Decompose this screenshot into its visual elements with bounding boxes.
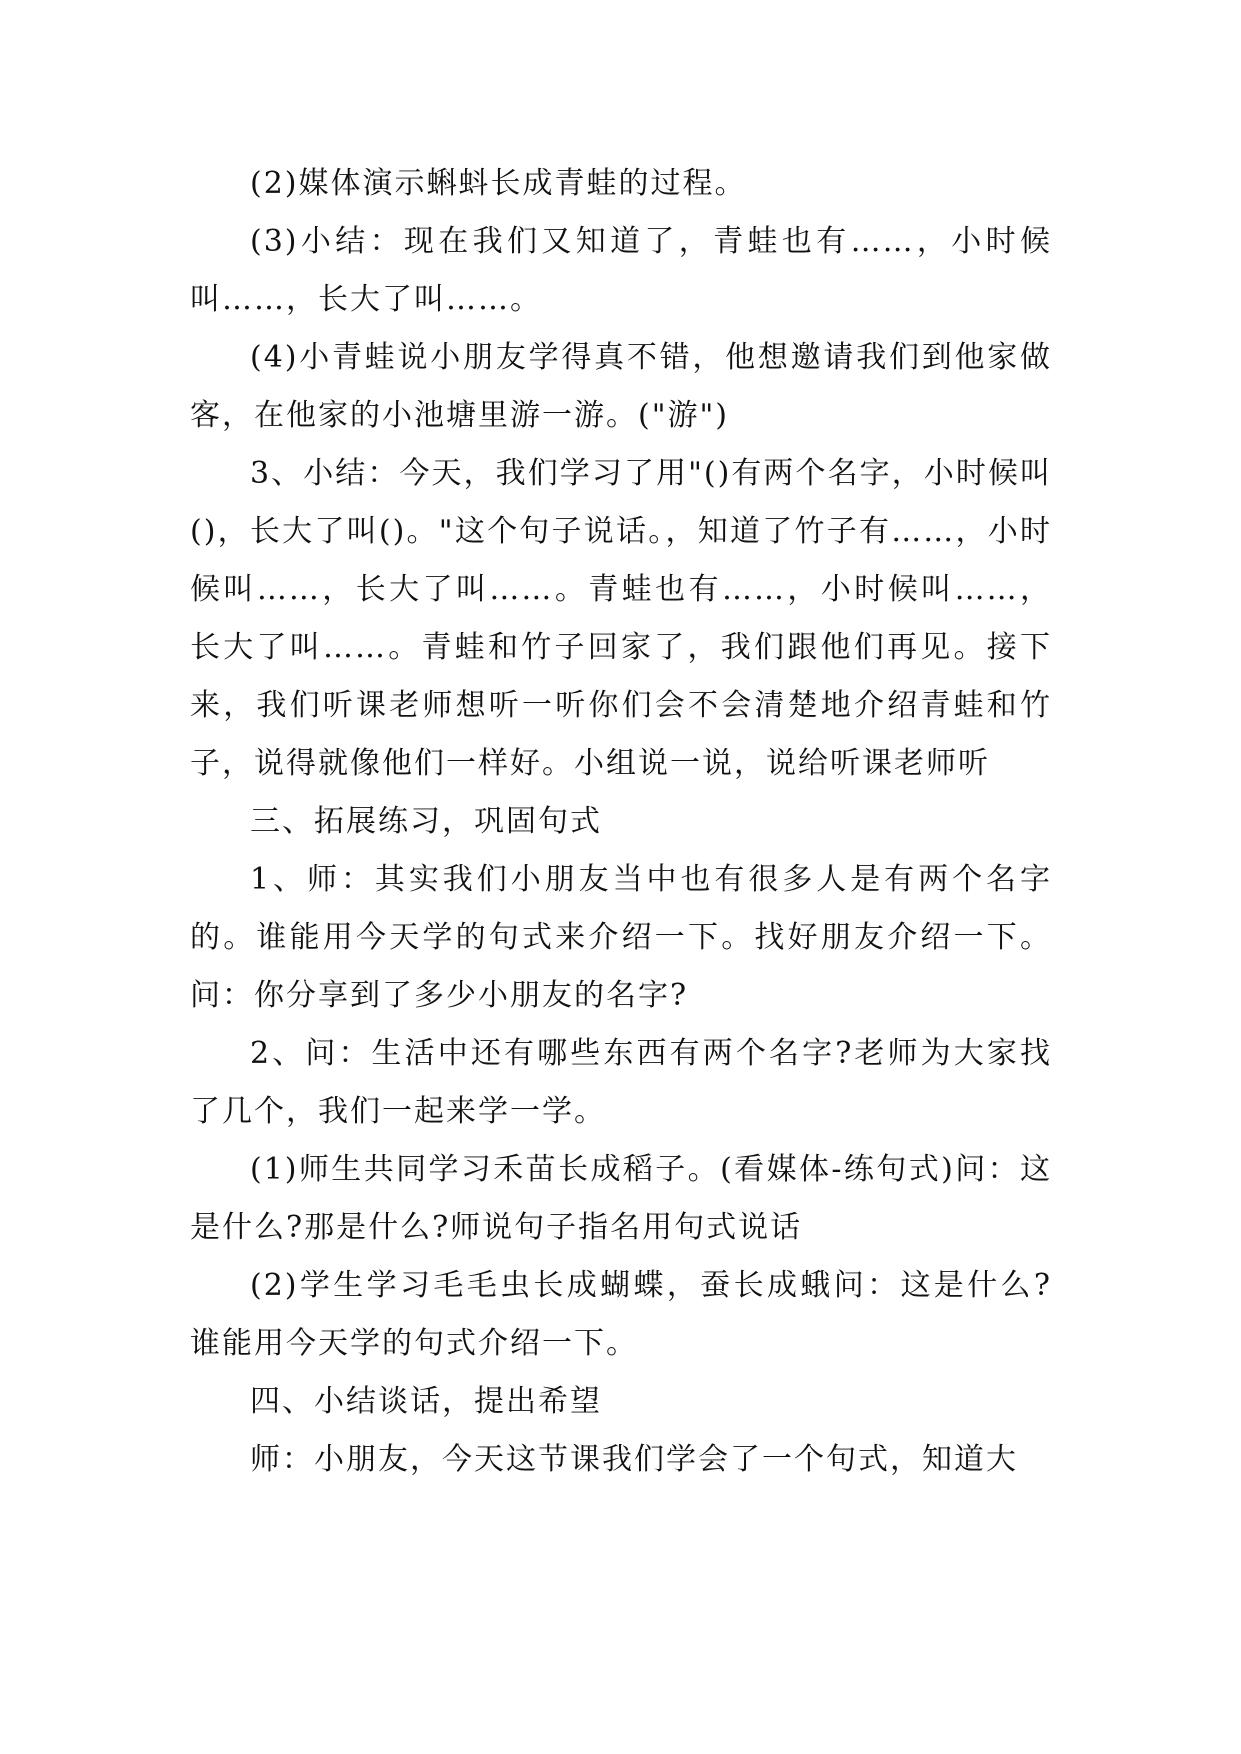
document-body — [190, 155, 1052, 1489]
paragraph-frog-invitation: (4)小青蛙说小朋友学得真不错，他想邀请我们到他家做客，在他家的小池塘里游一游。("游") — [190, 340, 1052, 433]
paragraph-seedling-rice: (1)师生共同学习禾苗长成稻子。(看媒体-练句式)问：这是什么?那是什么?师说句子指名用句式说话 — [190, 1152, 1052, 1245]
paragraph-two-names-children: 1、师：其实我们小朋友当中也有很多人是有两个名字的。谁能用今天学的句式来介绍一下。找好朋友介绍一下。问：你分享到了多少小朋友的名字? — [190, 862, 1052, 1013]
section-heading-summary-hope: 四、小结谈话，提出希望 — [250, 1384, 602, 1419]
paragraph-caterpillar-butterfly: (2)学生学习毛毛虫长成蝴蝶，蚕长成蛾问：这是什么?谁能用今天学的句式介绍一下。 — [190, 1268, 1052, 1361]
section-heading-extension-practice: 三、拓展练习，巩固句式 — [250, 804, 602, 839]
paragraph-things-with-two-names: 2、问：生活中还有哪些东西有两个名字?老师为大家找了几个，我们一起来学一学。 — [190, 1036, 1052, 1129]
paragraph-summary-frog: (3)小结：现在我们又知道了，青蛙也有……，小时候叫……，长大了叫……。 — [190, 224, 1052, 317]
paragraph-lesson-summary: 3、小结：今天，我们学习了用"()有两个名字，小时候叫()，长大了叫()。"这个句子说话。，知道了竹子有……，小时候叫……，长大了叫……。青蛙也有……，小时候叫……，长大了叫……。青蛙和竹子回家了，我们跟他们再见。接下来，我们听课老师想听一听你们会不会清楚地介绍青蛙和竹子，说得就像他们一样好。小组说一说，说给听课老师听 — [190, 456, 1052, 781]
paragraph-media-demo: (2)媒体演示蝌蚪长成青蛙的过程。 — [250, 166, 747, 201]
paragraph-teacher-closing: 师：小朋友，今天这节课我们学会了一个句式，知道大 — [250, 1442, 1018, 1477]
